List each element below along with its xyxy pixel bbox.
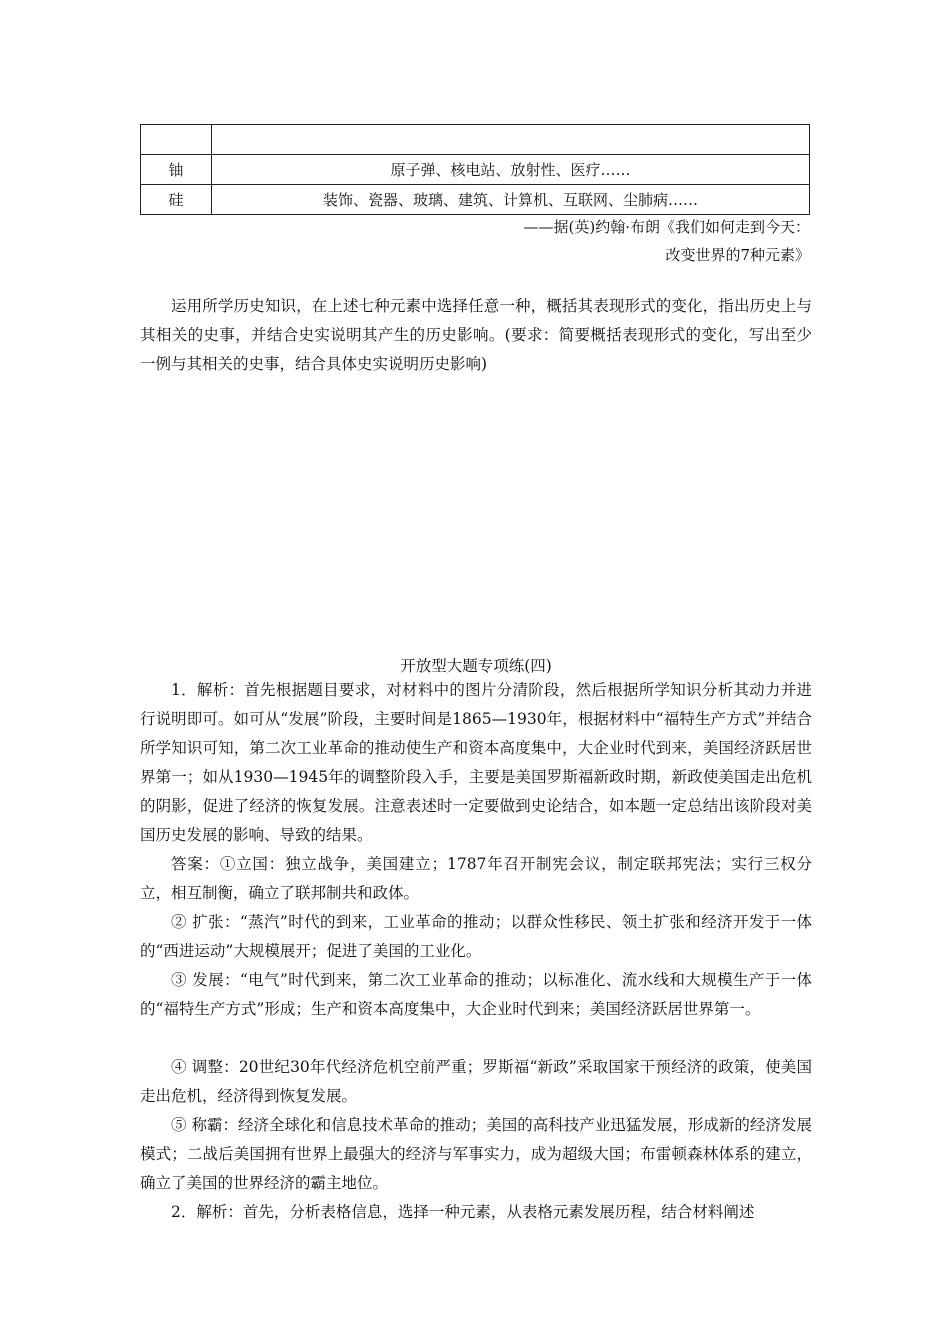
element-name-cell: 硅: [141, 185, 212, 215]
elements-table: [140, 124, 810, 215]
answer-section-title: 开放型大题专项练(四): [400, 657, 552, 675]
table-row: [141, 185, 810, 215]
element-name-cell: [141, 125, 212, 155]
answer-item-3: ③ 发展：“电气”时代到来，第二次工业革命的推动；以标准化、流水线和大规模生产于一体的“福特生产方式”形成；生产和资本高度集中，大企业时代到来；美国经济跃居世界第一。: [140, 971, 812, 1018]
element-name-cell: 铀: [141, 155, 212, 185]
answer-item-2: ② 扩张：“蒸汽”时代的到来，工业革命的推动；以群众性移民、领土扩张和经济开发于一体的“西进运动”大规模展开；促进了美国的工业化。: [140, 913, 812, 960]
source-attribution-line1: ——据(英)约翰·布朗《我们如何走到今天：: [523, 218, 810, 236]
question-text: 运用所学历史知识，在上述七种元素中选择任意一种，概括其表现形式的变化，指出历史上与其相关的史事，并结合史实说明其产生的历史影响。(要求：简要概括表现形式的变化，写出至少一例与其相关的史事，结合具体史实说明历史影响): [140, 297, 812, 373]
answer-item-1: 答案：①立国：独立战争，美国建立；1787年召开制宪会议，制定联邦宪法；实行三权分立，相互制衡，确立了联邦制共和政体。: [140, 855, 812, 902]
answer-item-4: ④ 调整：20世纪30年代经济危机空前严重；罗斯福“新政”采取国家干预经济的政策，使美国走出危机，经济得到恢复发展。: [140, 1058, 812, 1105]
table-row: [141, 125, 810, 155]
element-uses-cell: [212, 125, 810, 155]
answer-item-5: ⑤ 称霸：经济全球化和信息技术革命的推动；美国的高科技产业迅猛发展，形成新的经济发展模式；二战后美国拥有世界上最强大的经济与军事实力，成为超级大国；布雷顿森林体系的建立，确立了美国的世界经济的霸主地位。: [140, 1116, 812, 1192]
element-uses-cell: 原子弹、核电站、放射性、医疗……: [212, 155, 810, 185]
analysis-2: 2．解析：首先，分析表格信息，选择一种元素，从表格元素发展历程，结合材料阐述: [171, 1203, 755, 1221]
table-row: [141, 155, 810, 185]
analysis-1: 1．解析：首先根据题目要求，对材料中的图片分清阶段，然后根据所学知识分析其动力并进行说明即可。如可从“发展”阶段，主要时间是1865—1930年，根据材料中“福特生产方式”并结合所学知识可知，第二次工业革命的推动使生产和资本高度集中，大企业时代到来，美国经济跃居世界第一；如从1930—1945年的调整阶段入手，主要是美国罗斯福新政时期，新政使美国走出危机的阴影，促进了经济的恢复发展。注意表述时一定要做到史论结合，如本题一定总结出该阶段对美国历史发展的影响、导致的结果。: [140, 681, 812, 844]
element-uses-cell: 装饰、瓷器、玻璃、建筑、计算机、互联网、尘肺病……: [212, 185, 810, 215]
source-attribution-line2: 改变世界的7种元素》: [665, 246, 810, 264]
